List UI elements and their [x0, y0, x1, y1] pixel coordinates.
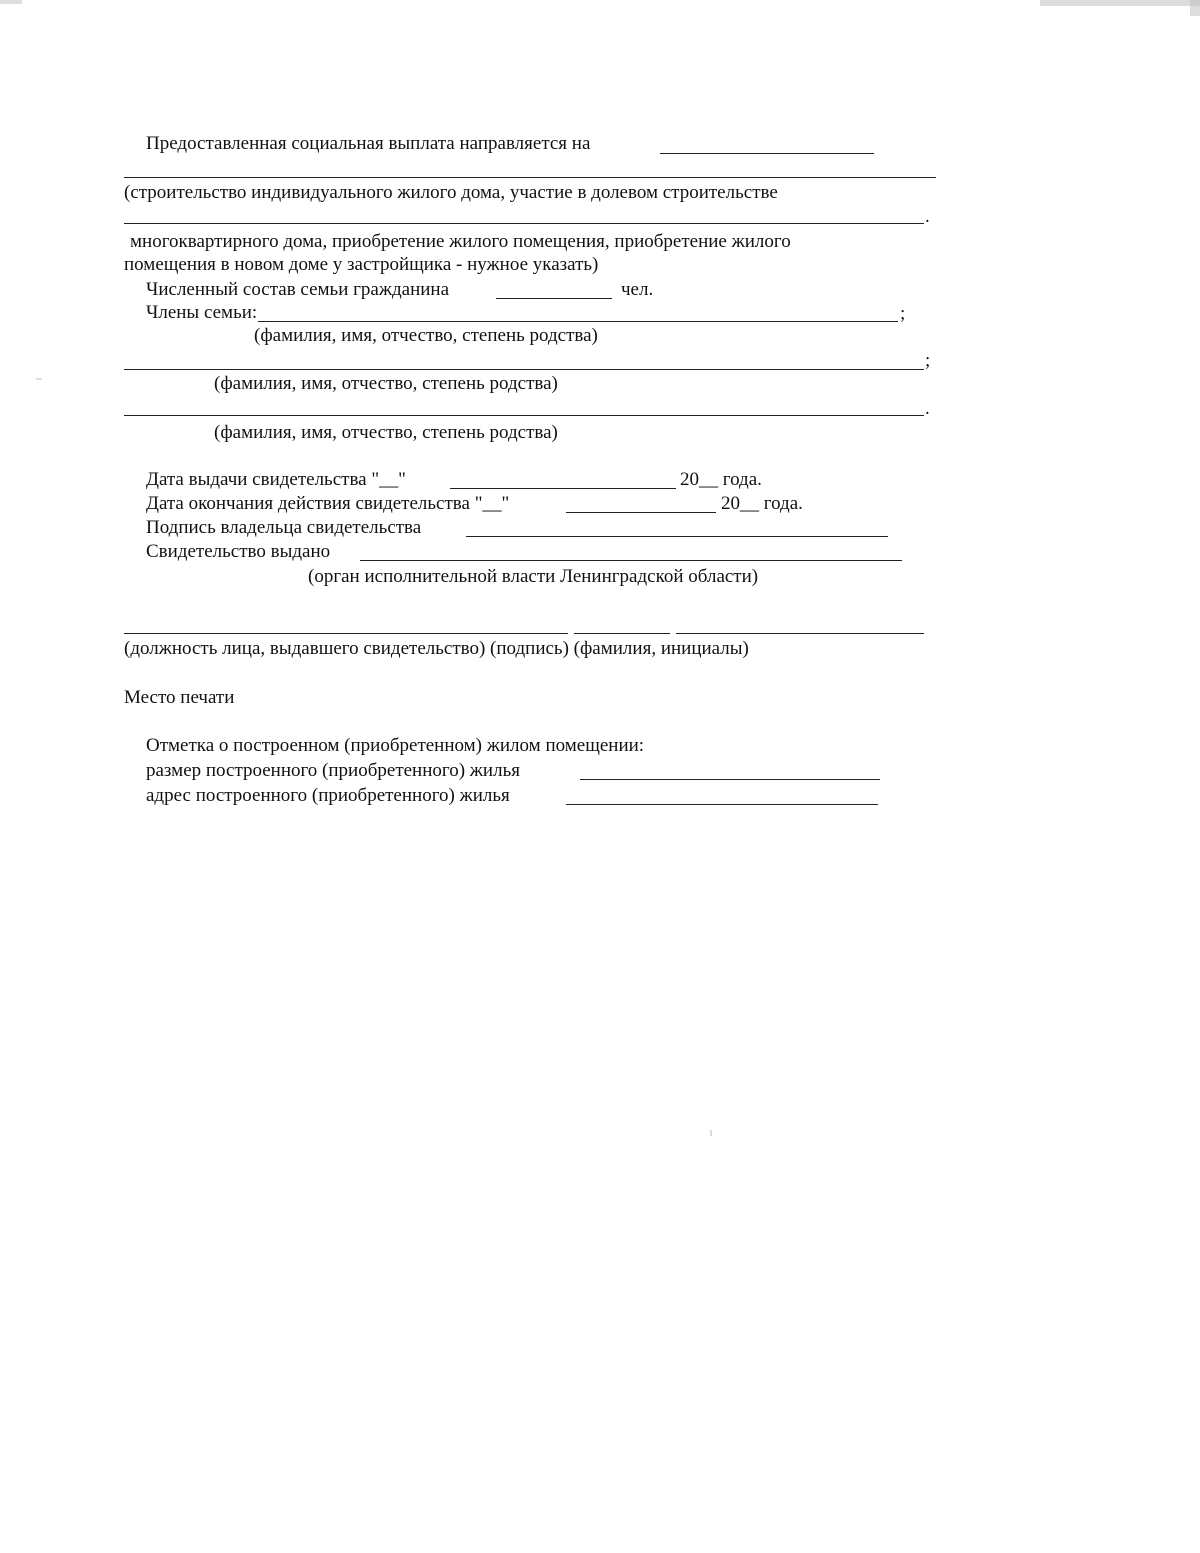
housing-address-field[interactable]	[566, 804, 878, 805]
stamp-place: Место печати	[124, 687, 235, 708]
family-member-field-1[interactable]	[258, 321, 898, 322]
expiry-year: 20__ года.	[721, 493, 803, 514]
family-members-label: Члены семьи:	[146, 302, 258, 323]
scan-artifact	[1040, 0, 1200, 6]
housing-size-field[interactable]	[580, 779, 880, 780]
official-signature-field[interactable]	[574, 633, 670, 634]
owner-signature-field[interactable]	[466, 536, 888, 537]
family-count-field[interactable]	[496, 298, 612, 299]
family-count-unit: чел.	[621, 279, 654, 300]
family-count-label: Численный состав семьи гражданина	[146, 279, 450, 300]
family-member-field-2[interactable]	[124, 369, 924, 370]
scan-artifact	[1190, 0, 1200, 16]
semicolon-1: ;	[900, 303, 906, 324]
purpose-field-line3[interactable]	[124, 223, 924, 224]
member-hint-1: (фамилия, имя, отчество, степень родства)	[254, 325, 598, 346]
payment-direction-label: Предоставленная социальная выплата направляется на	[146, 133, 591, 154]
purpose-hint-1: (строительство индивидуального жилого дома, участие в долевом строительстве	[124, 182, 778, 203]
scan-speck	[36, 378, 42, 380]
payment-direction-field-line2[interactable]	[124, 177, 936, 178]
issued-by-label: Свидетельство выдано	[146, 541, 331, 562]
owner-signature-label: Подпись владельца свидетельства	[146, 517, 422, 538]
housing-mark-title: Отметка о построенном (приобретенном) жилом помещении:	[146, 735, 645, 756]
member-hint-2: (фамилия, имя, отчество, степень родства)	[214, 373, 558, 394]
official-position-field[interactable]	[124, 633, 568, 634]
family-member-field-3[interactable]	[124, 415, 924, 416]
official-name-field[interactable]	[676, 633, 924, 634]
issue-date-label: Дата выдачи свидетельства "__"	[146, 469, 406, 490]
payment-direction-field[interactable]	[660, 153, 874, 154]
issuer-hint: (орган исполнительной власти Ленинградской области)	[308, 566, 759, 587]
expiry-date-label: Дата окончания действия свидетельства "__"	[146, 493, 510, 514]
issue-year: 20__ года.	[680, 469, 762, 490]
housing-address-label: адрес построенного (приобретенного) жилья	[146, 785, 510, 806]
semicolon-2: ;	[925, 350, 931, 371]
scan-speck	[710, 1130, 712, 1136]
member-dot: .	[925, 398, 930, 419]
official-hint: (должность лица, выдавшего свидетельство) (подпись) (фамилия, инициалы)	[124, 638, 749, 659]
purpose-hint-3: помещения в новом доме у застройщика - нужное указать)	[124, 254, 599, 275]
purpose-dot: .	[925, 206, 930, 227]
issue-date-field[interactable]	[450, 488, 676, 489]
member-hint-3: (фамилия, имя, отчество, степень родства)	[214, 422, 558, 443]
expiry-date-field[interactable]	[566, 512, 716, 513]
scan-artifact	[0, 0, 22, 4]
housing-size-label: размер построенного (приобретенного) жилья	[146, 760, 520, 781]
issued-by-field[interactable]	[360, 560, 902, 561]
purpose-hint-2: многоквартирного дома, приобретение жилого помещения, приобретение жилого	[130, 231, 791, 252]
